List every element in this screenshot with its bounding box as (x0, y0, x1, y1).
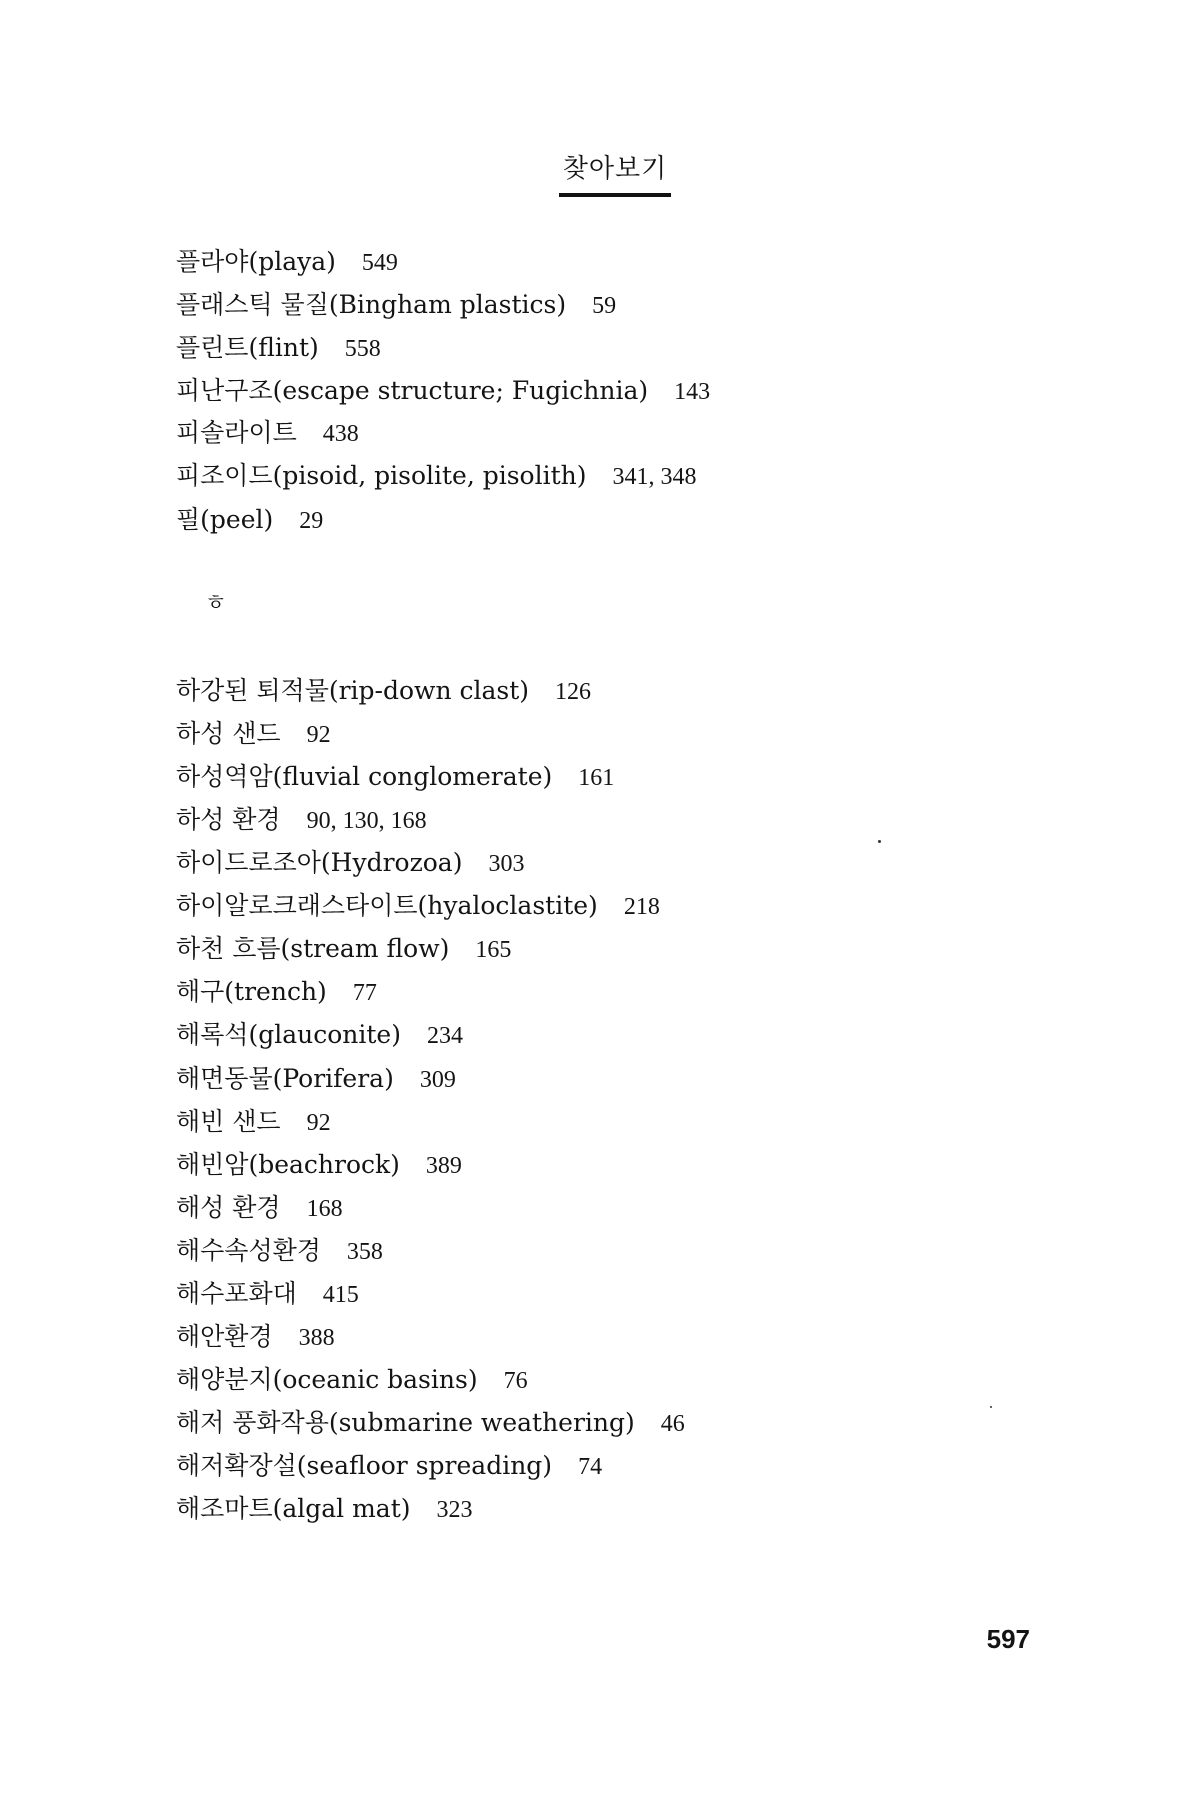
entry-pages: 165 (475, 937, 512, 963)
entry-pages: 90, 130, 168 (306, 808, 427, 834)
index-entry (176, 891, 660, 922)
entry-term: 하이알로크래스타이트(hyaloclastite) (176, 891, 598, 920)
index-entry (176, 1064, 456, 1095)
index-entry (176, 333, 381, 364)
entry-term: 플라야(playa) (176, 247, 336, 276)
entry-pages: 218 (623, 894, 660, 920)
entry-pages: 168 (306, 1196, 343, 1222)
index-entry (176, 376, 710, 407)
entry-term: 하천 흐름(stream flow) (176, 934, 450, 963)
entry-term: 해록석(glauconite) (176, 1020, 401, 1049)
entry-pages: 92 (306, 722, 331, 748)
entry-term: 해안환경 (176, 1322, 273, 1351)
index-entry (176, 505, 323, 536)
index-entry (176, 762, 614, 793)
entry-pages: 389 (425, 1153, 462, 1179)
entry-pages: 29 (299, 508, 324, 534)
entry-term: 하성 샌드 (176, 719, 281, 748)
entry-pages: 46 (660, 1411, 685, 1437)
index-entry (176, 1322, 335, 1353)
entry-term: 하이드로조아(Hydrozoa) (176, 848, 463, 877)
index-entry (176, 805, 427, 836)
entry-term: 해조마트(algal mat) (176, 1494, 411, 1523)
index-entry (176, 719, 331, 750)
index-entry (176, 461, 697, 492)
index-entry (176, 1193, 343, 1224)
index-entry (176, 934, 511, 965)
entry-term: 해수포화대 (176, 1279, 297, 1308)
entry-term: 해빈 샌드 (176, 1107, 281, 1136)
entry-pages: 309 (419, 1067, 456, 1093)
index-entry (176, 676, 591, 707)
entry-pages: 415 (322, 1282, 359, 1308)
entry-pages: 126 (555, 679, 592, 705)
entry-pages: 341, 348 (612, 464, 697, 490)
entry-pages: 76 (503, 1368, 528, 1394)
entry-term: 피조이드(pisoid, pisolite, pisolith) (176, 461, 587, 490)
entry-term: 해수속성환경 (176, 1236, 321, 1265)
index-entry (176, 1451, 602, 1482)
entry-pages: 438 (322, 421, 359, 447)
section-letter: ㅎ (205, 591, 227, 616)
entry-term: 하성역암(fluvial conglomerate) (176, 762, 553, 791)
entry-term: 플래스틱 물질(Bingham plastics) (176, 290, 567, 319)
scan-speck (878, 840, 881, 843)
entry-term: 해구(trench) (176, 977, 327, 1006)
entry-term: 플린트(flint) (176, 333, 319, 362)
entry-pages: 234 (426, 1023, 463, 1049)
entry-pages: 161 (578, 765, 615, 791)
entry-pages: 323 (436, 1497, 473, 1523)
entry-pages: 59 (592, 293, 617, 319)
page-number: 597 (986, 1624, 1030, 1654)
entry-term: 해빈암(beachrock) (176, 1150, 400, 1179)
entry-term: 피솔라이트 (176, 418, 297, 447)
entry-term: 해면동물(Porifera) (176, 1064, 394, 1093)
entry-term: 해성 환경 (176, 1193, 281, 1222)
index-entry (176, 1107, 331, 1138)
entry-pages: 558 (344, 336, 381, 362)
entry-term: 하강된 퇴적물(rip-down clast) (176, 676, 530, 705)
entry-pages: 143 (674, 379, 711, 405)
index-entry (176, 418, 359, 449)
index-entry (176, 1279, 359, 1310)
entry-term: 해저확장설(seafloor spreading) (176, 1451, 553, 1480)
index-entry (176, 1150, 462, 1181)
entry-pages: 358 (346, 1239, 383, 1265)
entry-pages: 303 (488, 851, 525, 877)
page-header (0, 148, 1200, 197)
page-title: 찾아보기 (559, 148, 671, 197)
entry-term: 해양분지(oceanic basins) (176, 1365, 478, 1394)
scan-speck (990, 1406, 992, 1408)
entry-term: 필(peel) (176, 505, 274, 534)
entry-pages: 74 (578, 1454, 603, 1480)
entry-pages: 92 (306, 1110, 331, 1136)
index-entry (176, 1020, 463, 1051)
entry-pages: 77 (352, 980, 377, 1006)
entry-term: 하성 환경 (176, 805, 281, 834)
entry-pages: 388 (298, 1325, 335, 1351)
index-entry (176, 848, 524, 879)
entry-pages: 549 (361, 250, 398, 276)
entry-term: 해저 풍화작용(submarine weathering) (176, 1408, 635, 1437)
entry-term: 피난구조(escape structure; Fugichnia) (176, 376, 649, 405)
index-entry (176, 1494, 473, 1525)
index-entry (176, 1365, 528, 1396)
index-entry (176, 290, 616, 321)
index-entry (176, 1408, 685, 1439)
index-entry (176, 1236, 383, 1267)
index-entry (176, 247, 398, 278)
index-entry (176, 977, 377, 1008)
